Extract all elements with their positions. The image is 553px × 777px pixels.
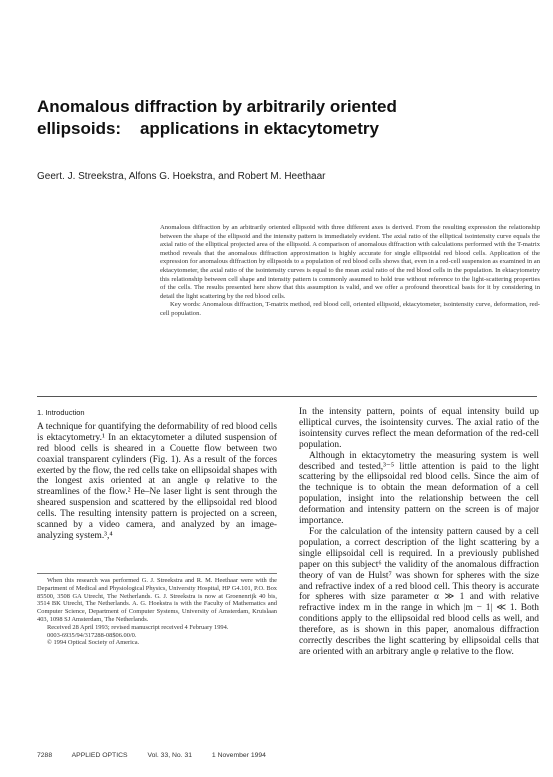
abstract-text: Anomalous diffraction by an arbitrarily oriented ellipsoid with three different axes is derived. From the resulting expression the relationship between the shape of the ellipsoid and the intensity pattern is immediately evident. The axial ratio of the elliptical isointensity curve equals the axial ratio of the elliptical projected area of the ellipsoid. A comparison of anomalous diffraction with calculations performed with the T-matrix method reveals that the anomalous diffraction approximation is highly accurate for single ellipsoidal red blood cells. Application of the expression for anomalous diffraction by ellipsoids to a population of red blood cells shows that, even in a red-cell suspension as examined in an ektacytometer, the axial ratio of the isointensity curves is equal to the mean axial ratio of the red blood cells in the population. In ektacytometry this relationship between cell shape and intensity pattern is commonly assumed to hold true without reference to the light-scattering properties of the cells. The results presented here show that this assumption is valid, and we offer a profound theoretical basis for it by considering in detail the light scattering by the red blood cells. bbox=[160, 224, 540, 300]
footnote-code: 0003-6935/94/317288-08$06.00/0. bbox=[47, 631, 137, 639]
intro-paragraph-1: A technique for quantifying the deformability of red blood cells is ektacytometry.¹ In an ektacytometer a diluted suspension of red blood cells is sheared in a Couette flow between two coaxial transparent cylinders (Fig. 1). As a result of the forces exerted by the flow, the red cells take on ellipsoidal shapes with the longest axis oriented at an angle φ relative to the streamlines of the flow.² He–Ne laser light is sent through the sheared suspension and scattered by the ellipsoidal red blood cells. The resulting intensity pattern is projected on a screen, scanned by a video camera, and analyzed by an image-analyzing system.³,⁴ bbox=[37, 421, 277, 541]
volume-info: Vol. 33, No. 31 bbox=[147, 752, 193, 759]
divider-top bbox=[37, 396, 537, 397]
keywords: Key words: Anomalous diffraction, T-matrix method, red blood cell, oriented ellipsoid, ektacytometer, isointensity curve, deformation, red-cell population. bbox=[160, 301, 540, 317]
footnote-affiliations: When this research was performed G. J. Streekstra and R. M. Heethaar were with the Department of Medical and Physiological Physics, University Hospital, HP G4.101, P.O. Box 85500, 3508 GA Utrecht, The Netherlands. G. J. Streekstra is now at Groenenrijk 40 bis, 3514 BK Utrecht, The Netherlands. A. G. Hoekstra is with the Faculty of Mathematics and Computer Science, Department of Computer Systems, University of Amsterdam, Kruislaan 403, 1098 SJ Amsterdam, The Netherlands. bbox=[37, 577, 277, 623]
journal-name: APPLIED OPTICS bbox=[71, 752, 128, 759]
footnote-received: Received 28 April 1993; revised manuscript received 4 February 1994. bbox=[47, 623, 229, 631]
page-footer bbox=[37, 752, 284, 759]
right-column bbox=[299, 407, 539, 658]
section-heading: 1. Introduction bbox=[37, 408, 85, 417]
paper-title bbox=[37, 96, 517, 140]
issue-date: 1 November 1994 bbox=[211, 752, 266, 759]
title-line-2: ellipsoids: applications in ektacytometry bbox=[37, 119, 379, 138]
footnote-divider bbox=[37, 573, 277, 574]
intro-paragraph-right-1: In the intensity pattern, points of equal intensity build up elliptical curves, the isointensity curves. The axial ratio of the isointensity curves reflect the mean deformation of the red-cell population. bbox=[299, 407, 539, 450]
footnote-copyright: © 1994 Optical Society of America. bbox=[47, 639, 140, 647]
left-column bbox=[37, 408, 277, 542]
intro-paragraph-right-2: Although in ektacytometry the measuring system is well described and tested,³⁻⁵ little attention is paid to the light scattering by the ellipsoidal red blood cells. Since the aim of the technique is to obtain the mean deformation of a cell population, insight into the relationship between the cell deformation and intensity pattern on the screen is of major importance. bbox=[299, 450, 539, 527]
abstract bbox=[160, 224, 540, 319]
footnote bbox=[37, 577, 277, 647]
intro-paragraph-right-3: For the calculation of the intensity pattern caused by a cell population, a correct description of the light scattering by a single ellipsoidal cell is required. In a previously published paper on this subject⁶ the validity of the anomalous diffraction theory of van de Hulst⁷ was shown for spheres with the size and refractive index of a red blood cell. This theory is accurate for spheres with size parameter α ≫ 1 and with relative refractive index m in the range in which |m − 1| ≪ 1. Both conditions apply to the ellipsoidal red blood cells as well, and therefore, as is shown in this paper, anomalous diffraction correctly describes the light scattering by ellipsoidal cells that are oriented with an arbitrary angle φ relative to the flow. bbox=[299, 526, 539, 657]
authors: Geert. J. Streekstra, Alfons G. Hoekstra, and Robert M. Heethaar bbox=[37, 171, 326, 182]
title-line-1: Anomalous diffraction by arbitrarily oriented bbox=[37, 97, 397, 116]
page-number: 7288 bbox=[37, 752, 53, 759]
